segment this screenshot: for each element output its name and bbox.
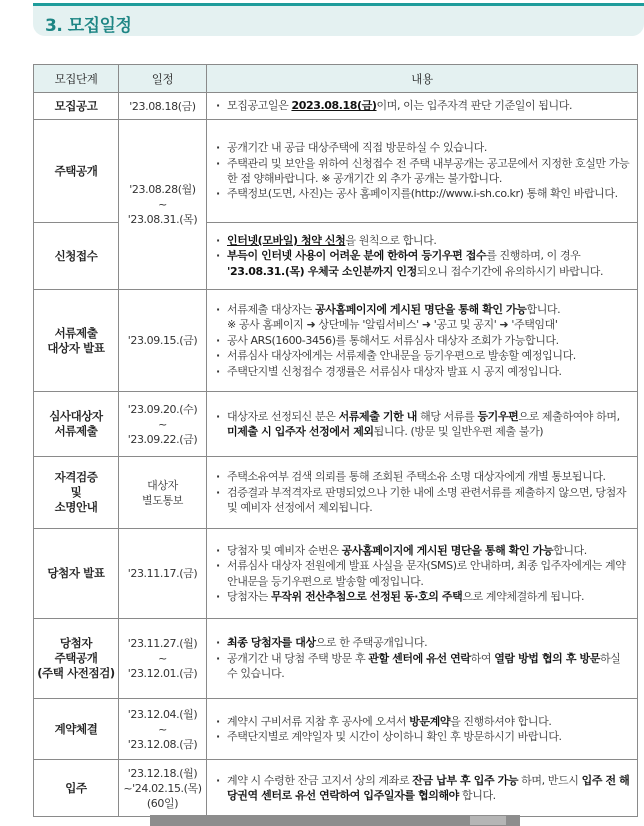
text-segment: 계약 시 수령한 잔금 고지서 상의 계좌로 [227, 773, 413, 787]
date-cell-line: '23.11.17.(금) [127, 567, 198, 580]
bullet-item [215, 233, 631, 248]
stage-cell-line: (주택 사전점검) [37, 666, 115, 680]
bullet-item [215, 333, 631, 348]
date-cell-line: '23.09.15.(금) [127, 334, 198, 347]
date-cell-line: '23.12.18.(월) [127, 766, 198, 780]
text-segment: 됩니다. (방문 및 일반우편 제출 불가) [373, 425, 544, 438]
date-cell-line: '23.08.28(월) [129, 183, 196, 196]
date-cell-line: (60일) [146, 796, 179, 810]
header-content: 내용 [207, 65, 638, 93]
stage-cell-line: 입주 [65, 780, 87, 795]
bullet-item [215, 364, 631, 379]
date-cell-line: '23.09.20.(수) [127, 402, 198, 416]
date-cell-line: ~ [158, 198, 167, 211]
content-cell [207, 290, 638, 392]
bullet-item [215, 409, 631, 440]
content-cell [207, 120, 638, 223]
text-segment: 대상자로 선정되신 분은 [227, 409, 339, 423]
emphasized-text: 2023.08.18(금) [291, 99, 377, 113]
header-stage: 모집단계 [34, 65, 119, 93]
text-segment: 서류심사 대상자에게는 서류제출 안내문을 등기우편으로 발송할 예정입니다. [227, 349, 576, 363]
bullet-list [215, 714, 631, 745]
date-cell-line: '23.08.18(금) [129, 99, 196, 113]
text-segment: 하여 [470, 651, 495, 665]
text-segment: 되오니 접수기간에 유의하시기 바랍니다. [416, 264, 604, 278]
text-segment: 를 진행하며, 이 경우 [486, 249, 581, 263]
stage-cell-line: 당첨자 [59, 636, 93, 650]
stage-cell-line: 심사대상자 [49, 409, 103, 423]
text-segment: 을 원칙으로 합니다. [345, 233, 437, 247]
text-segment: 주택정보(도면, 사진)는 공사 홈페이지를(http://www.i-sh.co.kr) 통해 확인 바랍니다. [227, 187, 618, 201]
table-row [34, 619, 638, 699]
bullet-item [215, 651, 631, 682]
text-segment: 공개기간 내 공급 대상주택에 직접 방문하실 수 있습니다. [227, 141, 487, 155]
recruitment-schedule-table [33, 64, 638, 817]
text-segment: 주택단지별로 계약일자 및 시간이 상이하니 확인 후 방문하시기 바랍니다. [227, 730, 562, 743]
text-segment: 을 진행하셔야 합니다. [450, 714, 552, 728]
emphasized-text: 공사홈페이지에 게시된 명단을 통해 확인 가능 [341, 543, 554, 557]
bullet-item [215, 485, 631, 516]
date-cell-line: ~ [158, 652, 167, 665]
emphasized-text: 등기우편 [477, 409, 519, 423]
emphasized-text: 잔금 납부 후 입주 가능 [412, 773, 519, 787]
content-cell [207, 699, 638, 760]
stage-cell [34, 120, 119, 223]
table-header-row [34, 65, 638, 93]
stage-cell-line: 자격검증 [54, 470, 98, 484]
table-row [34, 392, 638, 457]
stage-cell [34, 223, 119, 290]
emphasized-text: '23.08.31.(목) 우체국 소인분까지 인정 [227, 264, 417, 278]
text-segment: 주택소유여부 검색 의뢰를 통해 조회된 주택소유 소명 대상자에게 개별 통보됩니다. [227, 470, 606, 484]
text-segment: 주택관리 및 보안을 위하여 신청접수 전 주택 내부공개는 공고문에서 지정한 호실만 가능한 점 양해바랍니다. ※ 공개기간 외 추가 공개는 불가합니다. [227, 156, 630, 185]
bullet-item [215, 558, 631, 589]
emphasized-text: 열람 방법 협의 후 방문 [494, 651, 600, 665]
header-date: 일정 [119, 65, 207, 93]
date-cell-line: '23.11.27.(월) [127, 637, 198, 650]
horizontal-scrollbar[interactable] [150, 815, 520, 826]
emphasized-text: 최종 당첨자를 대상 [227, 636, 316, 650]
table-row [34, 760, 638, 817]
bullet-list [215, 409, 631, 440]
date-cell [119, 120, 207, 290]
text-segment: 주택단지별 신청접수 경쟁률은 서류심사 대상자 발표 시 공지 예정입니다. [227, 364, 562, 378]
stage-cell-line: 소명안내 [54, 500, 98, 514]
table-row [34, 290, 638, 392]
stage-cell [34, 290, 119, 392]
text-segment: 합니다. [458, 789, 496, 802]
text-segment: 합니다. [553, 543, 587, 557]
content-cell [207, 457, 638, 529]
emphasized-text: 인터넷(모바일) 청약 신청 [227, 233, 346, 247]
date-cell [119, 457, 207, 529]
content-cell [207, 760, 638, 817]
date-cell-line: '23.12.08.(금) [127, 737, 198, 751]
scrollbar-thumb[interactable] [470, 816, 506, 825]
date-cell-line: '23.09.22.(금) [127, 432, 198, 446]
date-cell-line: ~'24.02.15.(목) [123, 781, 202, 795]
emphasized-text: 부득이 인터넷 사용이 어려운 분에 한하여 등기우편 접수 [227, 249, 487, 263]
section-title-bar [33, 3, 644, 36]
bullet-item [215, 543, 631, 558]
stage-cell [34, 93, 119, 120]
bullet-item [215, 348, 631, 363]
bullet-item [215, 714, 631, 729]
stage-cell-line: 대상자 발표 [47, 340, 105, 355]
stage-cell-line: 모집공고 [54, 98, 98, 113]
note-item [215, 317, 631, 332]
date-cell-line: '23.12.04.(월) [127, 707, 198, 721]
table-row [34, 529, 638, 619]
date-cell [119, 93, 207, 120]
text-segment: 서류제출 대상자는 [227, 302, 316, 316]
date-cell-line: '23.12.01.(금) [127, 667, 198, 680]
bullet-item [215, 186, 631, 201]
stage-cell-line: 당첨자 발표 [47, 566, 105, 580]
text-segment: 하며, 반드시 [518, 773, 582, 787]
text-segment: 합니다. [526, 302, 561, 316]
content-cell [207, 619, 638, 699]
emphasized-text: 무작위 전산추첨으로 선정된 동·호의 주택 [271, 589, 463, 603]
date-cell [119, 529, 207, 619]
text-segment: 이며, 이는 입주자격 판단 기준일이 됩니다. [376, 99, 573, 113]
text-segment: 검증결과 부적격자로 판명되었으나 기한 내에 소명 관련서류를 제출하지 않으면, 당첨자 및 예비자 선정에서 제외됩니다. [227, 485, 627, 515]
bullet-list [215, 543, 631, 605]
stage-cell-line: 신청접수 [54, 248, 98, 263]
text-segment: 모집공고일은 [227, 99, 292, 113]
bullet-item [215, 589, 631, 604]
date-cell-line: 대상자 [147, 478, 178, 492]
section-title: 3. 모집일정 [45, 16, 132, 36]
stage-cell-line: 서류제출 [54, 325, 98, 340]
text-segment: 으로 제출하여야 하며, [518, 409, 620, 423]
bullet-list [215, 233, 631, 279]
stage-cell [34, 699, 119, 760]
text-segment: 서류심사 대상자 전원에게 발표 사실을 문자(SMS)로 안내하며, 최종 입주자에게는 계약 안내문을 등기우편으로 발송할 예정입니다. [227, 559, 626, 588]
stage-cell-line: 주택공개 [54, 651, 98, 665]
bullet-item [215, 98, 631, 113]
bullet-item [215, 302, 631, 317]
stage-cell [34, 619, 119, 699]
emphasized-text: 방문계약 [409, 714, 451, 728]
bullet-list [215, 302, 631, 379]
date-cell [119, 392, 207, 457]
stage-cell-line: 서류제출 [54, 424, 98, 438]
date-cell-line: 별도통보 [142, 493, 183, 507]
table-row [34, 120, 638, 223]
date-cell [119, 290, 207, 392]
bullet-item [215, 773, 631, 804]
date-cell [119, 699, 207, 760]
bullet-list [215, 773, 631, 804]
text-segment: 해당 서류를 [417, 409, 478, 423]
date-cell-line: ~ [158, 722, 167, 736]
text-segment: 계약시 구비서류 지참 후 공사에 오셔서 [227, 714, 410, 728]
bullet-item [215, 248, 631, 279]
bullet-item [215, 729, 631, 744]
bullet-list [215, 98, 631, 113]
text-segment: 당첨자 및 예비자 순번은 [227, 543, 342, 557]
text-segment: 공사 ARS(1600-3456)를 통해서도 서류심사 대상자 조회가 가능합니다. [227, 333, 559, 347]
text-segment: 하실 수 있습니다. [227, 651, 621, 681]
bullet-list [215, 635, 631, 681]
stage-cell-line: 및 [70, 485, 82, 499]
text-segment: 공개기간 내 당첨 주택 방문 후 [227, 651, 369, 665]
text-segment: 당첨자는 [227, 589, 272, 603]
text-segment: 으로 한 주택공개입니다. [315, 636, 428, 650]
emphasized-text: 미제출 시 입주자 선정에서 제외 [227, 425, 374, 438]
bullet-list [215, 140, 631, 202]
content-cell [207, 392, 638, 457]
emphasized-text: 입주 전 해당권역 센터로 유선 연락하여 입주일자를 협의해야 [227, 773, 630, 802]
stage-cell-line: 계약체결 [54, 721, 98, 736]
stage-cell-line: 주택공개 [54, 163, 98, 178]
bullet-list [215, 469, 631, 515]
stage-cell [34, 457, 119, 529]
emphasized-text: 서류제출 기한 내 [338, 409, 418, 423]
emphasized-text: 관할 센터에 유선 연락 [368, 651, 471, 665]
table-row [34, 699, 638, 760]
stage-cell [34, 760, 119, 817]
stage-cell [34, 529, 119, 619]
table-row [34, 93, 638, 120]
bullet-item [215, 156, 631, 187]
stage-cell [34, 392, 119, 457]
date-cell-line: '23.08.31.(목) [127, 213, 198, 226]
bullet-item [215, 469, 631, 484]
text-segment: 으로 계약체결하게 됩니다. [462, 589, 585, 603]
content-cell [207, 223, 638, 290]
date-cell [119, 760, 207, 817]
bullet-item [215, 635, 631, 650]
date-cell [119, 619, 207, 699]
content-cell [207, 529, 638, 619]
emphasized-text: 공사홈페이지에 게시된 명단을 통해 확인 가능 [315, 302, 527, 316]
bullet-item [215, 140, 631, 155]
content-cell [207, 93, 638, 120]
text-segment: ※ 공사 홈페이지 ➜ 상단메뉴 '알림서비스' ➜ '공고 및 공지' ➜ '주택임대' [227, 318, 558, 332]
date-cell-line: ~ [158, 417, 167, 431]
table-row [34, 457, 638, 529]
